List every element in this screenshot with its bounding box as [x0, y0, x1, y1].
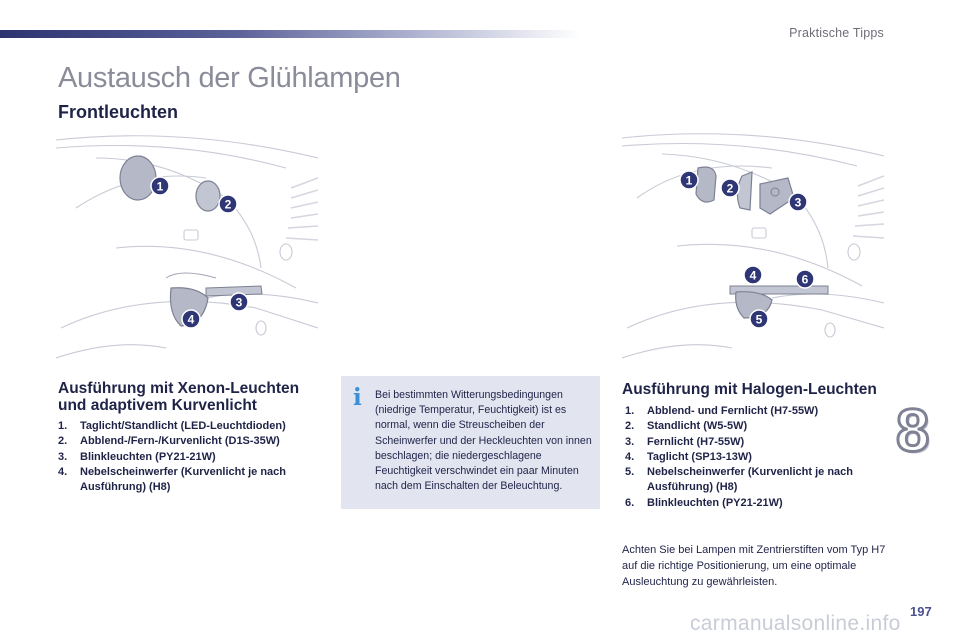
- info-text: Bei bestimmten Witterungsbedingungen (niedrige Temperatur, Feuchtigkeit) ist es normal, wenn die Streuscheiben der Scheinwerfer und der Heckleuchten von innen beschlagen; die niedergeschlagene Feuchtigkeit verschwindet ein paar Minuten nach dem Einschalten der Beleuchtung.: [375, 389, 592, 493]
- xenon-section-title: [58, 380, 299, 414]
- item-number: 5.: [625, 466, 635, 479]
- xenon-headlamp-illustration: [56, 128, 318, 360]
- list-item: [58, 450, 328, 465]
- watermark: carmanualsonline.info: [690, 612, 901, 635]
- item-text: Nebelscheinwerfer (Kurvenlicht je nach Ausführung) (H8): [80, 465, 287, 494]
- item-text: Blinkleuchten (PY21-21W): [647, 496, 783, 509]
- list-item: [58, 434, 328, 449]
- callout-label: 3: [794, 195, 802, 210]
- list-item: [625, 435, 900, 450]
- item-number: 4.: [625, 450, 635, 463]
- callout-label: 2: [224, 197, 232, 212]
- item-text: Taglicht/Standlicht (LED-Leuchtdioden): [80, 420, 286, 432]
- halogen-callout-1: [680, 171, 698, 189]
- item-number: 6.: [625, 496, 635, 509]
- callout-label: 5: [755, 312, 763, 327]
- item-number: 2.: [625, 420, 635, 433]
- halogen-callout-6: [796, 270, 814, 288]
- page-title: Austausch der Glühlampen: [58, 62, 401, 94]
- callout-label: 1: [156, 179, 164, 194]
- item-number: 1.: [58, 420, 68, 432]
- item-text: Blinkleuchten (PY21-21W): [80, 450, 216, 463]
- section-label: Praktische Tipps: [789, 26, 884, 40]
- callout-label: 4: [749, 268, 757, 283]
- section-subtitle: Frontleuchten: [58, 102, 178, 122]
- halogen-callout-4: [744, 266, 762, 284]
- item-text: Abblend- und Fernlicht (H7-55W): [647, 405, 819, 417]
- callout-label: 2: [726, 181, 734, 196]
- xenon-title-line-2: und adaptivem Kurvenlicht: [58, 397, 257, 414]
- list-item: [625, 450, 900, 465]
- item-number: 2.: [58, 435, 68, 448]
- halogen-section-title: Ausführung mit Halogen-Leuchten: [622, 381, 877, 398]
- xenon-lamp-list: [58, 419, 328, 495]
- callout-label: 4: [187, 312, 195, 327]
- item-text: Nebelscheinwerfer (Kurvenlicht je nach Ausführung) (H8): [647, 466, 854, 494]
- halogen-lamp-list: [625, 404, 900, 511]
- callout-label: 3: [235, 295, 243, 310]
- xenon-callout-2: [219, 195, 237, 213]
- h7-positioning-note: Achten Sie bei Lampen mit Zentrierstiften vom Typ H7 auf die richtige Positionierung, um eine optimale Ausleuchtung zu gewährleisten.: [622, 544, 886, 588]
- item-text: Fernlicht (H7-55W): [647, 435, 745, 448]
- item-text: Taglicht (SP13-13W): [647, 450, 752, 463]
- header-bar: [0, 30, 580, 38]
- xenon-main-beam-shape: [196, 181, 220, 211]
- list-item: [58, 465, 328, 496]
- item-number: 1.: [625, 405, 635, 417]
- callout-label: 1: [685, 173, 693, 188]
- list-item: [58, 419, 328, 434]
- list-item: [625, 419, 900, 434]
- halogen-callout-3: [789, 193, 807, 211]
- item-number: 3.: [625, 435, 635, 448]
- item-number: 3.: [58, 450, 68, 463]
- item-number: 4.: [58, 465, 68, 478]
- info-icon: i: [353, 384, 362, 411]
- xenon-callout-3: [230, 293, 248, 311]
- item-text: Abblend-/Fern-/Kurvenlicht (D1S-35W): [80, 435, 280, 448]
- xenon-drl-lamp-shape: [120, 156, 156, 200]
- halogen-headlamp-illustration: [622, 128, 884, 360]
- info-box: [341, 376, 600, 509]
- list-item: [625, 465, 900, 496]
- xenon-title-line-1: Ausführung mit Xenon-Leuchten: [58, 380, 300, 397]
- halogen-main-beam-shape: [696, 167, 716, 202]
- list-item: [625, 404, 900, 419]
- page-number: 197: [910, 604, 932, 619]
- item-text: Standlicht (W5-5W): [647, 420, 748, 433]
- callout-label: 6: [801, 272, 809, 287]
- halogen-callout-5: [750, 310, 768, 328]
- list-item: [625, 496, 900, 511]
- halogen-callout-2: [721, 179, 739, 197]
- halogen-position-shape: [737, 172, 752, 210]
- xenon-callout-1: [151, 177, 169, 195]
- xenon-callout-4: [182, 310, 200, 328]
- chapter-number: 8: [896, 397, 930, 464]
